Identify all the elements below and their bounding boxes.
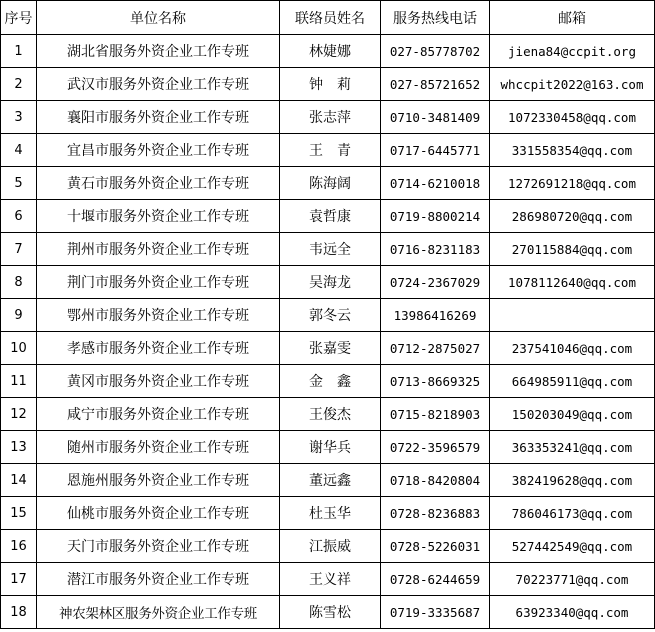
cell-unit: 孝感市服务外资企业工作专班 [37, 332, 280, 365]
cell-tel: 0719-8800214 [381, 200, 490, 233]
cell-tel: 0724-2367029 [381, 266, 490, 299]
cell-unit: 潜江市服务外资企业工作专班 [37, 563, 280, 596]
cell-unit: 武汉市服务外资企业工作专班 [37, 68, 280, 101]
cell-unit: 湖北省服务外资企业工作专班 [37, 35, 280, 68]
cell-tel: 0714-6210018 [381, 167, 490, 200]
table-row [1, 596, 655, 629]
cell-unit: 恩施州服务外资企业工作专班 [37, 464, 280, 497]
cell-no: 18 [1, 596, 37, 629]
cell-unit: 荆州市服务外资企业工作专班 [37, 233, 280, 266]
cell-email [490, 299, 655, 332]
cell-unit: 鄂州市服务外资企业工作专班 [37, 299, 280, 332]
cell-no: 9 [1, 299, 37, 332]
cell-tel: 0719-3335687 [381, 596, 490, 629]
cell-email: 63923340@qq.com [490, 596, 655, 629]
cell-unit: 黄冈市服务外资企业工作专班 [37, 365, 280, 398]
cell-contact: 林婕娜 [280, 35, 381, 68]
table-row [1, 332, 655, 365]
cell-no: 16 [1, 530, 37, 563]
table-row [1, 101, 655, 134]
cell-email: 1072330458@qq.com [490, 101, 655, 134]
cell-unit: 神农架林区服务外资企业工作专班 [37, 596, 280, 629]
cell-contact: 谢华兵 [280, 431, 381, 464]
cell-email: 331558354@qq.com [490, 134, 655, 167]
cell-tel: 027-85721652 [381, 68, 490, 101]
table-row [1, 266, 655, 299]
table-row [1, 398, 655, 431]
cell-contact: 钟 莉 [280, 68, 381, 101]
cell-no: 7 [1, 233, 37, 266]
cell-no: 15 [1, 497, 37, 530]
header-contact: 联络员姓名 [280, 1, 381, 35]
cell-no: 1 [1, 35, 37, 68]
cell-email: whccpit2022@163.com [490, 68, 655, 101]
cell-email: 286980720@qq.com [490, 200, 655, 233]
table-row [1, 233, 655, 266]
cell-tel: 0715-8218903 [381, 398, 490, 431]
cell-email: 237541046@qq.com [490, 332, 655, 365]
table-row [1, 68, 655, 101]
cell-contact: 王俊杰 [280, 398, 381, 431]
header-unit: 单位名称 [37, 1, 280, 35]
header-tel: 服务热线电话 [381, 1, 490, 35]
cell-unit: 咸宁市服务外资企业工作专班 [37, 398, 280, 431]
cell-contact: 王 青 [280, 134, 381, 167]
cell-no: 3 [1, 101, 37, 134]
table-row [1, 134, 655, 167]
table-row [1, 200, 655, 233]
cell-no: 11 [1, 365, 37, 398]
table-row [1, 563, 655, 596]
cell-tel: 0728-5226031 [381, 530, 490, 563]
cell-no: 2 [1, 68, 37, 101]
cell-email: 786046173@qq.com [490, 497, 655, 530]
cell-unit: 随州市服务外资企业工作专班 [37, 431, 280, 464]
cell-tel: 0712-2875027 [381, 332, 490, 365]
header-no: 序号 [1, 1, 37, 35]
cell-contact: 郭冬云 [280, 299, 381, 332]
cell-tel: 0716-8231183 [381, 233, 490, 266]
cell-email: 270115884@qq.com [490, 233, 655, 266]
cell-unit: 天门市服务外资企业工作专班 [37, 530, 280, 563]
cell-tel: 0722-3596579 [381, 431, 490, 464]
cell-contact: 陈海阔 [280, 167, 381, 200]
table-row [1, 464, 655, 497]
cell-contact: 江振威 [280, 530, 381, 563]
cell-contact: 金 鑫 [280, 365, 381, 398]
cell-unit: 荆门市服务外资企业工作专班 [37, 266, 280, 299]
cell-unit: 仙桃市服务外资企业工作专班 [37, 497, 280, 530]
cell-email: 70223771@qq.com [490, 563, 655, 596]
cell-email: 527442549@qq.com [490, 530, 655, 563]
cell-no: 12 [1, 398, 37, 431]
cell-contact: 袁哲康 [280, 200, 381, 233]
cell-tel: 0718-8420804 [381, 464, 490, 497]
cell-unit: 十堰市服务外资企业工作专班 [37, 200, 280, 233]
cell-tel: 027-85778702 [381, 35, 490, 68]
cell-no: 5 [1, 167, 37, 200]
cell-no: 4 [1, 134, 37, 167]
cell-contact: 吴海龙 [280, 266, 381, 299]
cell-tel: 0713-8669325 [381, 365, 490, 398]
table-header-row [1, 1, 655, 35]
cell-email: 363353241@qq.com [490, 431, 655, 464]
table-row [1, 431, 655, 464]
cell-email: 1078112640@qq.com [490, 266, 655, 299]
cell-contact: 董远鑫 [280, 464, 381, 497]
cell-contact: 张志萍 [280, 101, 381, 134]
cell-no: 6 [1, 200, 37, 233]
cell-tel: 0728-6244659 [381, 563, 490, 596]
header-email: 邮箱 [490, 1, 655, 35]
table-row [1, 299, 655, 332]
cell-no: 13 [1, 431, 37, 464]
cell-tel: 0717-6445771 [381, 134, 490, 167]
table-row [1, 35, 655, 68]
cell-tel: 0710-3481409 [381, 101, 490, 134]
table-row [1, 365, 655, 398]
table-row [1, 530, 655, 563]
cell-email: 1272691218@qq.com [490, 167, 655, 200]
cell-contact: 陈雪松 [280, 596, 381, 629]
cell-email: jiena84@ccpit.org [490, 35, 655, 68]
cell-email: 664985911@qq.com [490, 365, 655, 398]
cell-unit: 黄石市服务外资企业工作专班 [37, 167, 280, 200]
cell-no: 17 [1, 563, 37, 596]
cell-no: 8 [1, 266, 37, 299]
cell-tel: 13986416269 [381, 299, 490, 332]
cell-contact: 杜玉华 [280, 497, 381, 530]
cell-contact: 王义祥 [280, 563, 381, 596]
cell-unit: 宜昌市服务外资企业工作专班 [37, 134, 280, 167]
table-row [1, 497, 655, 530]
cell-contact: 张嘉雯 [280, 332, 381, 365]
table-row [1, 167, 655, 200]
cell-no: 10 [1, 332, 37, 365]
cell-email: 150203049@qq.com [490, 398, 655, 431]
cell-unit: 襄阳市服务外资企业工作专班 [37, 101, 280, 134]
cell-no: 14 [1, 464, 37, 497]
cell-tel: 0728-8236883 [381, 497, 490, 530]
cell-contact: 韦远全 [280, 233, 381, 266]
cell-email: 382419628@qq.com [490, 464, 655, 497]
